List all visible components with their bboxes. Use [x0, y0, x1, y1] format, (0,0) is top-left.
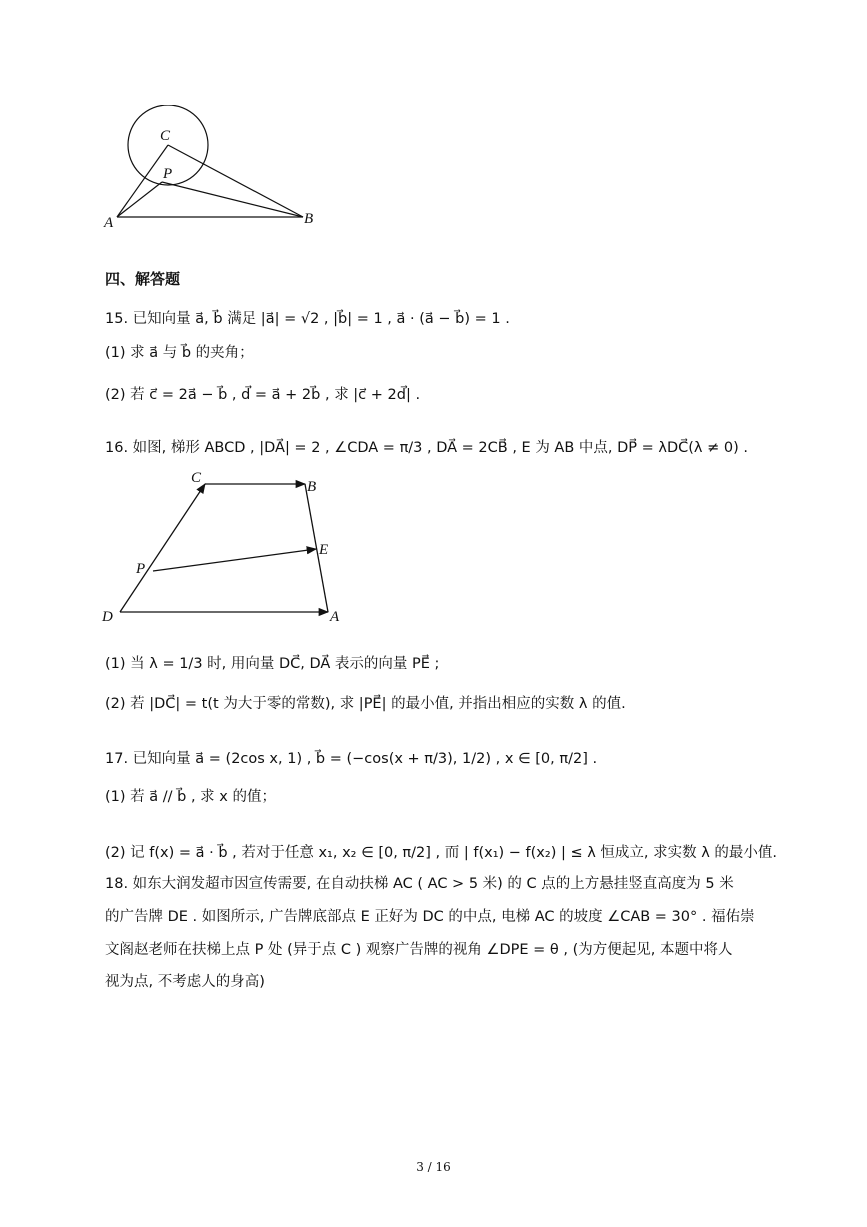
q17-stem: 17. 已知向量 a⃗ = (2cos x, 1) , b⃗ = (−cos(x + π/3), 1/2) , x ∈ [0, π/2] .: [105, 751, 598, 767]
label-c: C: [160, 128, 171, 144]
q18-line4: 视为点, 不考虑人的身高): [105, 974, 265, 990]
segment-ca: [117, 145, 168, 217]
q17-part2: (2) 记 f(x) = a⃗ · b⃗ , 若对于任意 x₁, x₂ ∈ [0, π/2] , 而 | f(x₁) − f(x₂) | ≤ λ 恒成立, 求实数 λ 的最小值.: [105, 845, 778, 861]
label-a: A: [104, 215, 114, 231]
q15-part1: (1) 求 a⃗ 与 b⃗ 的夹角；: [105, 345, 254, 361]
label-e: E: [319, 542, 329, 558]
label-p: P: [136, 561, 146, 577]
label-a: A: [330, 609, 340, 625]
label-b: B: [304, 211, 314, 227]
q16-stem: 16. 如图, 梯形 ABCD , |DA⃗| = 2 , ∠CDA = π/3 , DA⃗ = 2CB⃗ , E 为 AB 中点, DP⃗ = λDC⃗(λ ≠ 0) .: [105, 440, 748, 456]
q17-part1: (1) 若 a⃗ // b⃗ , 求 x 的值；: [105, 789, 276, 805]
q18-line2: 的广告牌 DE . 如图所示, 广告牌底部点 E 正好为 DC 的中点, 电梯 AC 的坡度 ∠CAB = 30° . 福佑崇: [105, 909, 755, 925]
segment-pb: [162, 182, 303, 217]
page-number: 3 / 16: [416, 1160, 451, 1174]
label-b: B: [307, 479, 317, 495]
section-title: 四、解答题: [105, 270, 181, 288]
segment-pa: [117, 182, 162, 217]
figure-trapezoid: [98, 465, 358, 630]
q16-part2: (2) 若 |DC⃗| = t(t 为大于零的常数), 求 |PE⃗| 的最小值, 并指出相应的实数 λ 的值.: [105, 696, 626, 712]
q18-line1: 18. 如东大润发超市因宣传需要, 在自动扶梯 AC ( AC > 5 米) 的 C 点的上方悬挂竖直高度为 5 米: [105, 876, 734, 892]
q15-part2: (2) 若 c⃗ = 2a⃗ − b⃗ , d⃗ = a⃗ + 2b⃗ , 求 |c⃗ + 2d⃗| .: [105, 387, 421, 403]
segment-cb: [168, 145, 303, 217]
label-c: C: [191, 470, 202, 486]
q18-line3: 文阁赵老师在扶梯上点 P 处 (异于点 C ) 观察广告牌的视角 ∠DPE = θ , (为方便起见, 本题中将人: [105, 942, 733, 958]
label-p: P: [163, 166, 173, 182]
label-d: D: [102, 609, 113, 625]
q15-stem: 15. 已知向量 a⃗, b⃗ 满足 |a⃗| = √2 , |b⃗| = 1 , a⃗ · (a⃗ − b⃗) = 1 .: [105, 311, 510, 327]
q16-part1: (1) 当 λ = 1/3 时, 用向量 DC⃗, DA⃗ 表示的向量 PE⃗ ;: [105, 656, 440, 672]
vector-dc: [120, 484, 205, 612]
figure-circle-triangle: [100, 105, 330, 235]
vector-pe: [153, 549, 316, 571]
